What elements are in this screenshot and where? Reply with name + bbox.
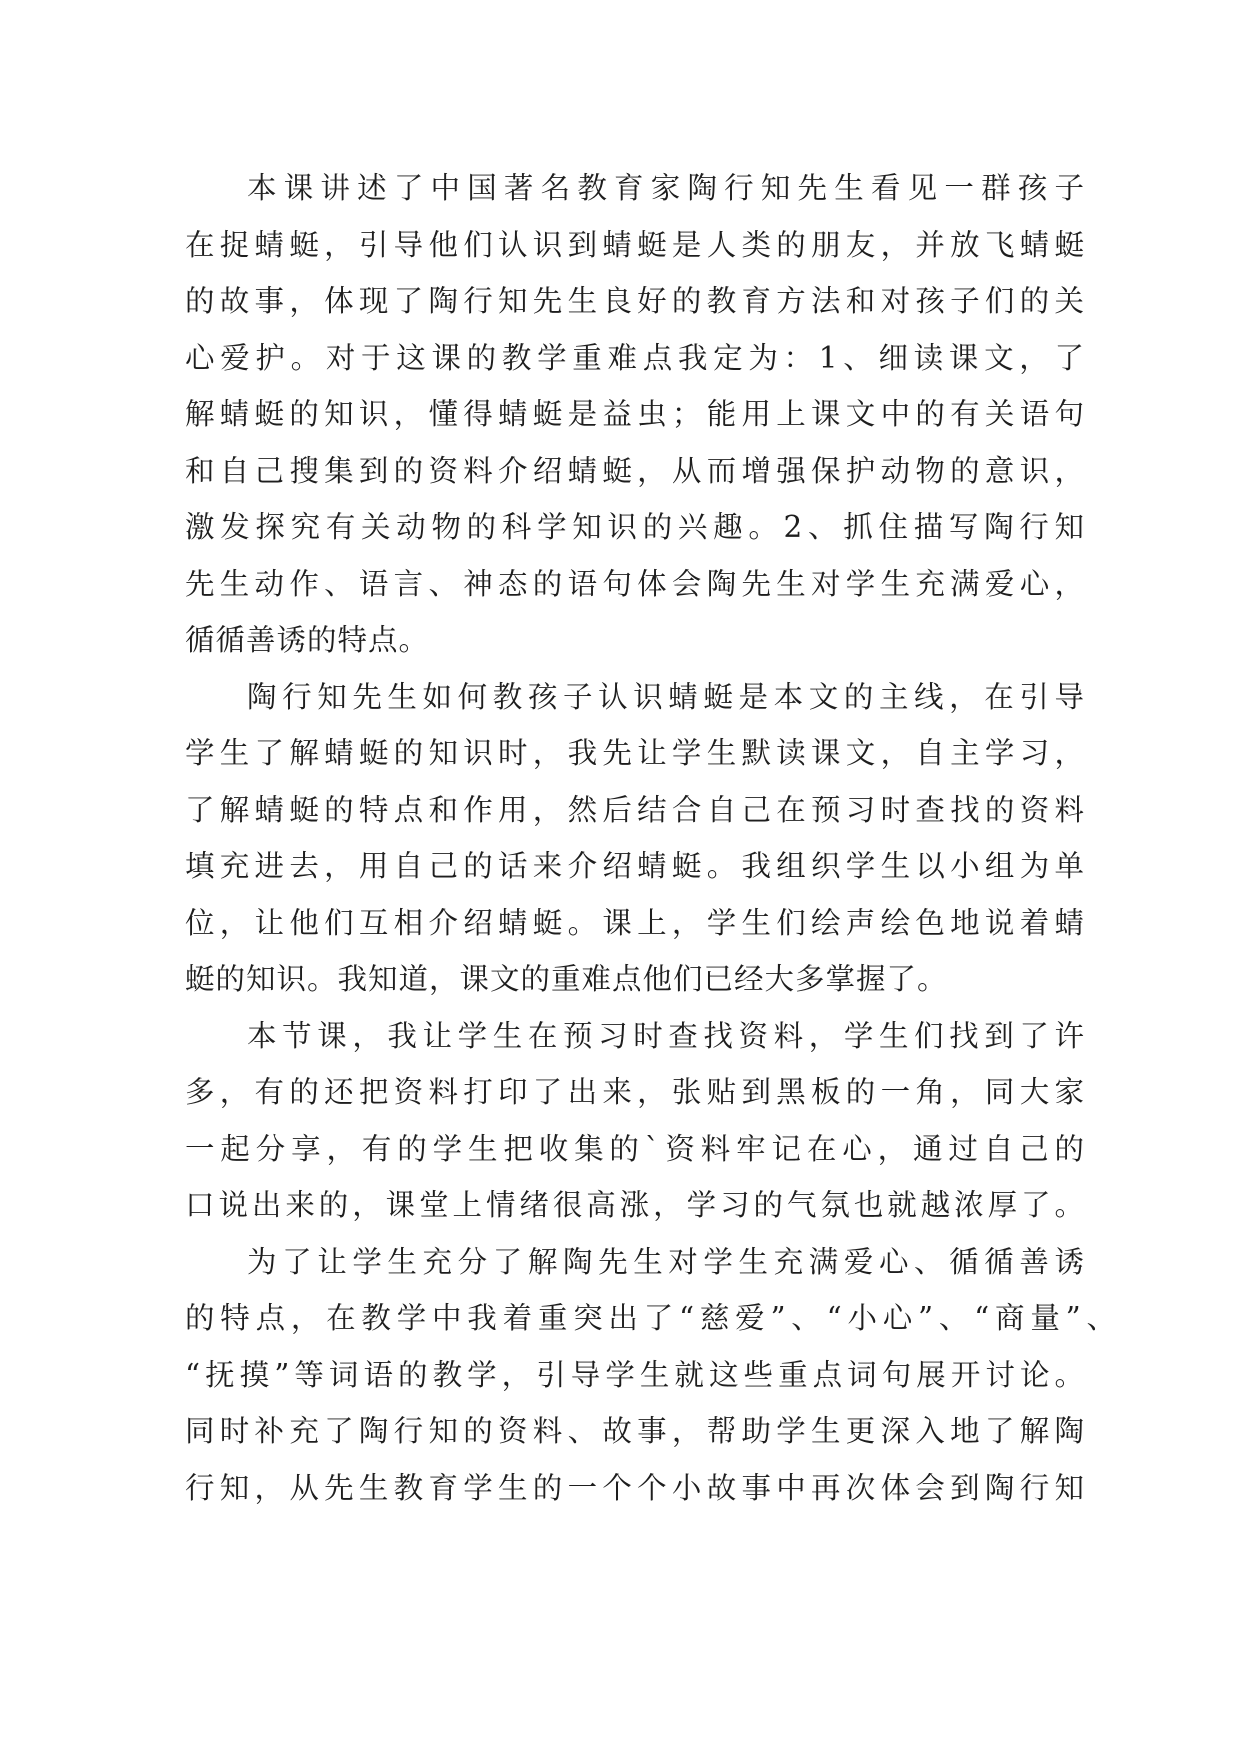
paragraph-2-line-5: 位，让他们互相介绍蜻蜓。课上，学生们绘声绘色地说着蜻 (185, 905, 1085, 940)
paragraph-4-line-4: 同时补充了陶行知的资料、故事，帮助学生更深入地了解陶 (185, 1414, 1085, 1448)
paragraph-3-line-2: 多，有的还把资料打印了出来，张贴到黑板的一角，同大家 (185, 1075, 1085, 1109)
paragraph-4-line-2: 的特点，在教学中我着重突出了“慈爱”、“小心”、“商量”、 (185, 1301, 1117, 1335)
paragraph-1-line-8: 先生动作、语言、神态的语句体会陶先生对学生充满爱心， (185, 566, 1085, 601)
document-body (185, 160, 1117, 1516)
paragraph-1-line-7: 激发探究有关动物的科学知识的兴趣。2、抓住描写陶行知 (185, 510, 1085, 544)
paragraph-2-line-4: 填充进去，用自己的话来介绍蜻蜓。我组织学生以小组为单 (185, 849, 1085, 883)
paragraph-1-line-1: 本课讲述了中国著名教育家陶行知先生看见一群孩子 (247, 171, 1085, 205)
paragraph-1-line-5: 解蜻蜓的知识，懂得蜻蜓是益虫；能用上课文中的有关语句 (185, 397, 1085, 431)
paragraph-3-line-4: 口说出来的，课堂上情绪很高涨，学习的气氛也就越浓厚了。 (185, 1188, 1085, 1222)
paragraph-4-line-5: 行知，从先生教育学生的一个个小故事中再次体会到陶行知 (185, 1470, 1085, 1505)
paragraph-1-line-2: 在捉蜻蜓，引导他们认识到蜻蜓是人类的朋友，并放飞蜻蜓 (185, 227, 1085, 262)
paragraph-3-line-3: 一起分享，有的学生把收集的`资料牢记在心，通过自己的 (185, 1131, 1085, 1166)
paragraph-1-line-6: 和自己搜集到的资料介绍蜻蜓，从而增强保护动物的意识， (185, 453, 1085, 488)
paragraph-1-line-9: 循循善诱的特点。 (185, 623, 430, 657)
paragraph-2-line-3: 了解蜻蜓的特点和作用，然后结合自己在预习时查找的资料 (185, 792, 1085, 827)
paragraph-3-line-1: 本节课，我让学生在预习时查找资料，学生们找到了许 (247, 1018, 1085, 1053)
paragraph-1-line-3: 的故事，体现了陶行知先生良好的教育方法和对孩子们的关 (185, 284, 1085, 318)
paragraph-2-line-1: 陶行知先生如何教孩子认识蜻蜓是本文的主线，在引导 (247, 679, 1085, 714)
paragraph-2-line-2: 学生了解蜻蜓的知识时，我先让学生默读课文，自主学习， (185, 736, 1085, 770)
paragraph-2-line-6: 蜓的知识。我知道，课文的重难点他们已经大多掌握了。 (185, 962, 948, 996)
paragraph-4-line-3: “抚摸”等词语的教学，引导学生就这些重点词句展开讨论。 (185, 1357, 1085, 1392)
paragraph-1-line-4: 心爱护。对于这课的教学重难点我定为：1、细读课文，了 (185, 340, 1085, 375)
paragraph-4-line-1: 为了让学生充分了解陶先生对学生充满爱心、循循善诱 (247, 1244, 1085, 1279)
